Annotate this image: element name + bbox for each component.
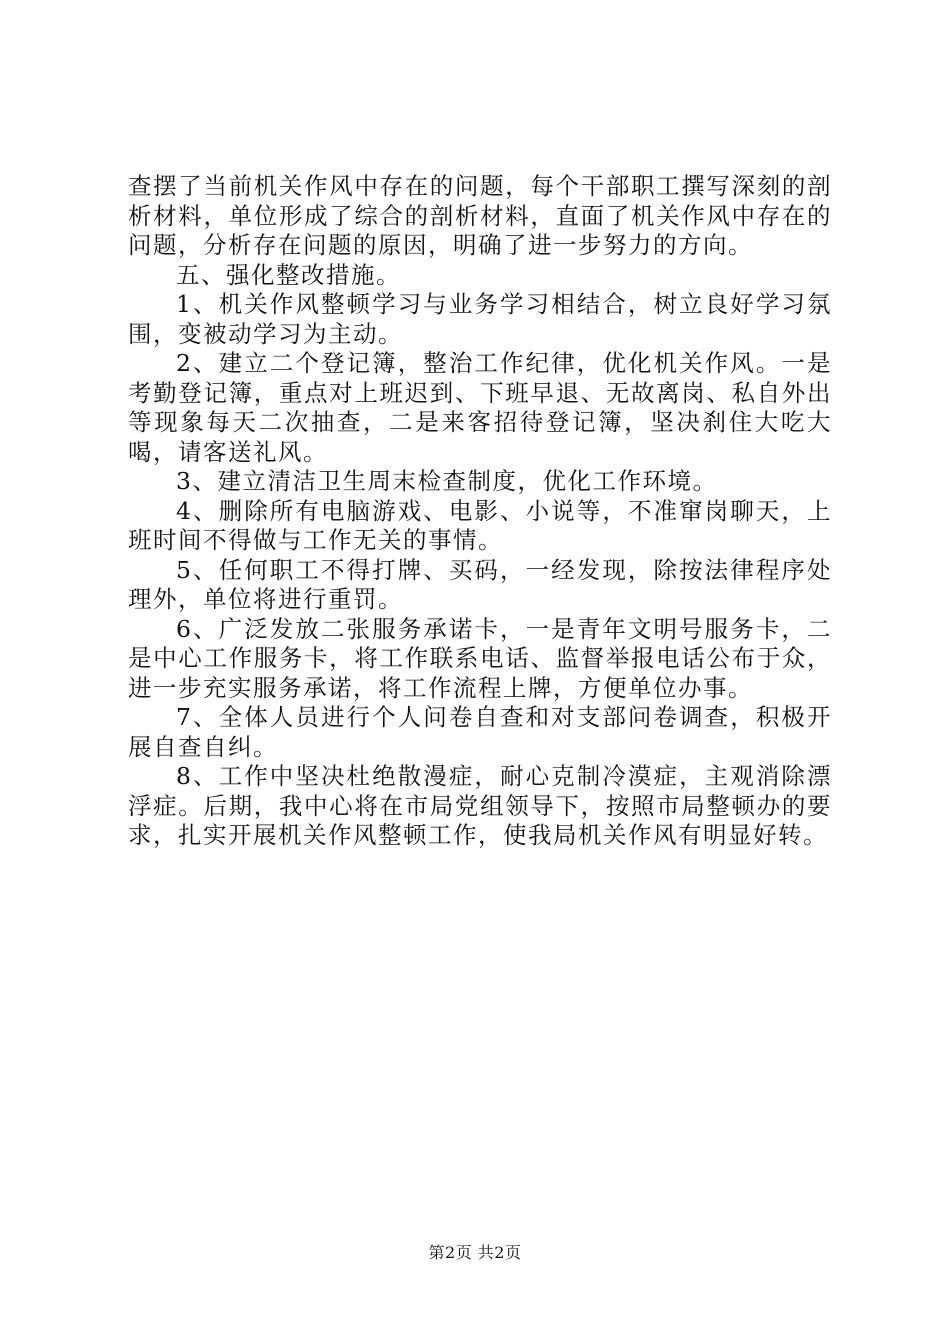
paragraph-item-6: 6、广泛发放二张服务承诺卡，一是青年文明号服务卡，二是中心工作服务卡，将工作联系电话、监督举报电话公布于众，进一步充实服务承诺，将工作流程上牌，方便单位办事。 (128, 614, 832, 702)
page-number-footer: 第2页 共2页 (428, 1243, 522, 1262)
paragraph-item-7: 7、全体人员进行个人问卷自查和对支部问卷调查，积极开展自查自纠。 (128, 703, 832, 761)
paragraph-item-2: 2、建立二个登记簿，整治工作纪律，优化机关作风。一是考勤登记簿，重点对上班迟到、下班早退、无故离岗、私自外出等现象每天二次抽查，二是来客招待登记簿，坚决刹住大吃大喝，请客送礼风。 (128, 349, 832, 466)
paragraph-continuation: 查摆了当前机关作风中存在的问题，每个干部职工撰写深刻的剖析材料，单位形成了综合的剖析材料，直面了机关作风中存在的问题，分析存在问题的原因，明确了进一步努力的方向。 (128, 172, 832, 259)
paragraph-item-4: 4、删除所有电脑游戏、电影、小说等，不准窜岗聊天，上班时间不得做与工作无关的事情。 (128, 496, 832, 554)
section-heading-five: 五、强化整改措施。 (176, 260, 401, 289)
paragraph-item-5: 5、任何职工不得打牌、买码，一经发现，除按法律程序处理外，单位将进行重罚。 (128, 555, 832, 613)
paragraph-item-8: 8、工作中坚决杜绝散漫症，耐心克制冷漠症，主观消除漂浮症。后期，我中心将在市局党组领导下，按照市局整顿办的要求，扎实开展机关作风整顿工作，使我局机关作风有明显好转。 (128, 762, 832, 849)
paragraph-item-3: 3、建立清洁卫生周末检查制度，优化工作环境。 (176, 467, 718, 495)
document-body (128, 172, 832, 851)
paragraph-item-1: 1、机关作风整顿学习与业务学习相结合，树立良好学习氛围，变被动学习为主动。 (128, 290, 832, 348)
